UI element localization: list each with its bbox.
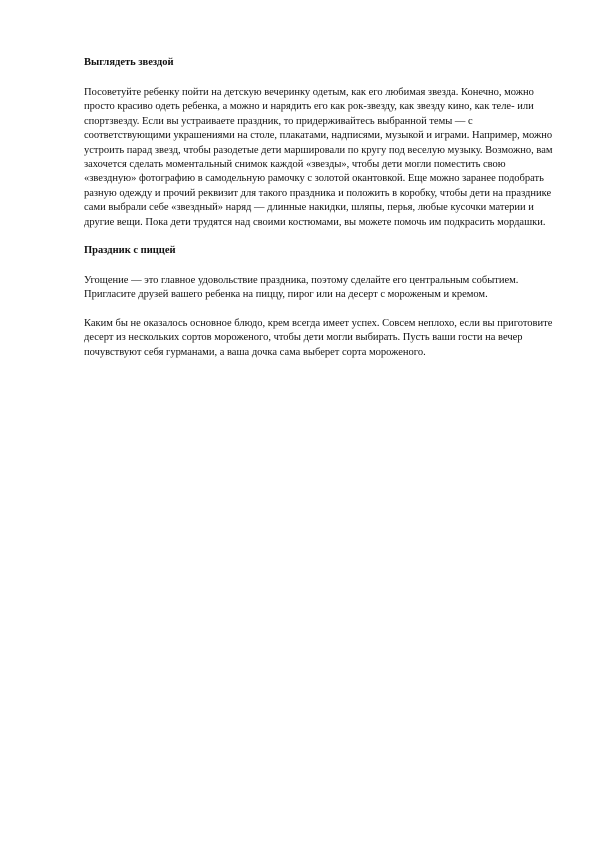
spacer (84, 258, 554, 274)
spacer (84, 230, 554, 244)
paragraph-star: Посоветуйте ребенку пойти на детскую вечеринку одетым, как его любимая звезда. Конечно, можно просто красиво одеть ребенка, а можно и нарядить его как рок-звезду, как звезду кино, как теле- или спортзвезду. Если вы устраиваете праздник, то придерживайтесь выбранной темы — с соответствующими украшениями на столе, плакатами, надписями, музыкой и играми. Например, можно устроить парад звезд, чтобы разодетые дети маршировали по кругу под веселую музыку. Возможно, вам захочется сделать моментальный снимок каждой «звезды», чтобы дети могли поместить свою «звездную» фотографию в самодельную рамочку с золотой окантовкой. Еще можно заранее подобрать разную одежду и прочий реквизит для такого праздника и положить в коробку, чтобы дети на празднике сами выбрали себе «звездный» наряд — длинные накидки, шляпы, перья, любые кусочки материи и другие вещи. Пока дети трудятся над своими костюмами, вы можете помочь им подкрасить мордашки. (84, 87, 553, 228)
section-heading-pizza: Праздник с пиццей (84, 245, 176, 257)
spacer (84, 70, 554, 86)
paragraph-pizza-1: Угощение — это главное удовольствие праздника, поэтому сделайте его центральным событием. Пригласите друзей вашего ребенка на пиццу, пирог или на десерт с мороженым и кремом. (84, 275, 519, 301)
document-page (84, 56, 554, 360)
spacer (84, 303, 554, 317)
paragraph-pizza-2: Каким бы не оказалось основное блюдо, крем всегда имеет успех. Совсем неплохо, если вы приготовите десерт из нескольких сортов мороженого, чтобы дети могли выбирать. Пусть ваши гости на вечер почувствуют себя гурманами, а ваша дочка сама выберет сорта мороженого. (84, 317, 553, 358)
section-heading-star: Выглядеть звездой (84, 57, 174, 68)
